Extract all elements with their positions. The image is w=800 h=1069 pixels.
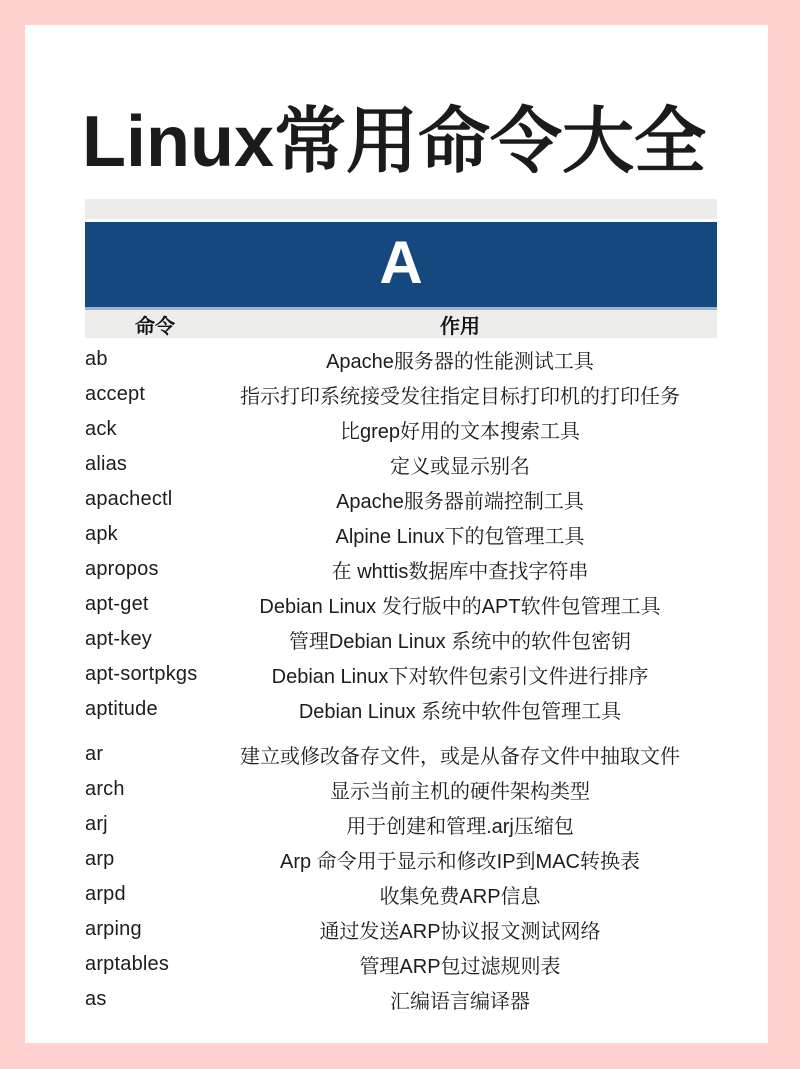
- action-cell: Apache服务器前端控制工具: [336, 491, 584, 513]
- table-row: [85, 737, 717, 772]
- table-row: [85, 587, 717, 622]
- command-cell: apropos: [85, 558, 159, 580]
- action-cell: 用于创建和管理.arj压缩包: [346, 816, 574, 838]
- command-cell: apt-sortpkgs: [85, 663, 198, 685]
- command-cell: ab: [85, 348, 108, 370]
- action-cell: 在 whttis数据库中查找字符串: [331, 561, 589, 583]
- content-card: [25, 25, 768, 1043]
- action-cell: 显示当前主机的硬件架构类型: [330, 781, 590, 803]
- table-row: [85, 772, 717, 807]
- table-row: [85, 377, 717, 412]
- command-cell: arpd: [85, 883, 126, 905]
- command-table: [85, 199, 717, 1017]
- table-row: [85, 517, 717, 552]
- command-cell: alias: [85, 453, 128, 475]
- command-cell: ar: [85, 743, 104, 765]
- command-cell: aptitude: [85, 698, 158, 720]
- command-cell: apt-get: [85, 593, 149, 615]
- table-row: [85, 622, 717, 657]
- command-cell: apk: [85, 523, 118, 545]
- action-cell: 指示打印系统接受发往指定目标打印机的打印任务: [240, 386, 680, 408]
- table-row: [85, 482, 717, 517]
- command-cell: apt-key: [85, 628, 152, 650]
- table-row: [85, 657, 717, 692]
- action-cell: Debian Linux下对软件包索引文件进行排序: [271, 666, 649, 688]
- table-row: [85, 412, 717, 447]
- action-cell: Arp 命令用于显示和修改IP到MAC转换表: [279, 851, 641, 873]
- table-row: [85, 807, 717, 842]
- table-row: [85, 947, 717, 982]
- action-cell: 比grep好用的文本搜索工具: [339, 421, 581, 443]
- command-cell: arch: [85, 778, 125, 800]
- action-cell: Debian Linux 发行版中的APT软件包管理工具: [259, 596, 661, 618]
- command-cell: accept: [85, 383, 146, 405]
- action-cell: Apache服务器的性能测试工具: [326, 351, 594, 373]
- command-cell: arping: [85, 918, 142, 940]
- action-cell: 建立或修改备存文件，或是从备存文件中抽取文件: [240, 746, 680, 768]
- command-cell: arp: [85, 848, 115, 870]
- action-cell: 定义或显示别名: [390, 456, 530, 478]
- action-cell: 管理ARP包过滤规则表: [359, 956, 561, 978]
- table-row: [85, 912, 717, 947]
- action-cell: 收集免费ARP信息: [379, 886, 541, 908]
- table-body: [85, 338, 717, 1017]
- page-title: Linux常用命令大全: [82, 102, 706, 182]
- table-row: [85, 342, 717, 377]
- table-row: [85, 982, 717, 1017]
- table-top-strip: [85, 199, 717, 219]
- section-letter-bar: [85, 222, 717, 310]
- table-row: [85, 842, 717, 877]
- table-header-row: [85, 310, 717, 338]
- table-row: [85, 877, 717, 912]
- action-cell: 通过发送ARP协议报文测试网络: [319, 921, 601, 943]
- action-cell: 汇编语言编译器: [390, 991, 530, 1013]
- command-cell: ack: [85, 418, 117, 440]
- table-row: [85, 447, 717, 482]
- command-cell: as: [85, 988, 107, 1010]
- command-cell: arptables: [85, 953, 170, 975]
- table-row: [85, 552, 717, 587]
- action-cell: Debian Linux 系统中软件包管理工具: [298, 701, 622, 723]
- header-action-label: 作用: [440, 315, 480, 338]
- table-row: [85, 692, 717, 727]
- section-letter: A: [379, 228, 423, 296]
- action-cell: 管理Debian Linux 系统中的软件包密钥: [288, 631, 632, 653]
- command-cell: arj: [85, 813, 108, 835]
- command-cell: apachectl: [85, 488, 173, 510]
- action-cell: Alpine Linux下的包管理工具: [335, 526, 585, 548]
- header-command-label: 命令: [135, 315, 175, 338]
